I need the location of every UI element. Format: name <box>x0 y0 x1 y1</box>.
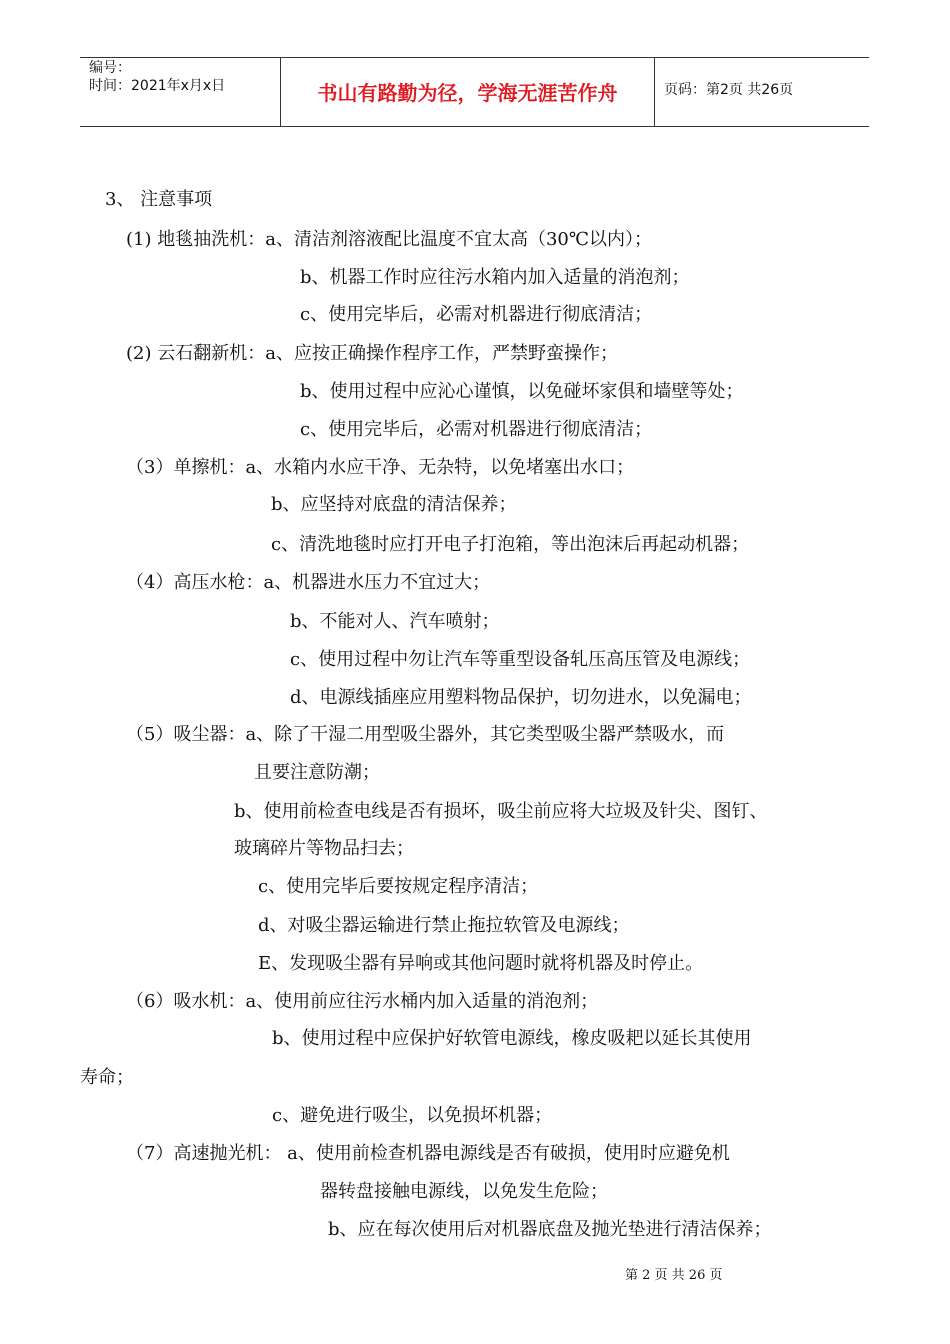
list-item: 寿命； <box>80 1067 134 1088</box>
document-time-label: 时间：2021年x月x日 <box>89 78 226 94</box>
list-item: c、使用完毕后，必需对机器进行彻底清洁； <box>300 304 653 325</box>
list-item: d、电源线插座应用塑料物品保护，切勿进水，以免漏电； <box>290 687 752 708</box>
list-item: c、避免进行吸尘，以免损坏机器； <box>272 1105 553 1126</box>
list-item: b、使用过程中应保护好软管电源线，橡皮吸耙以延长其使用 <box>272 1028 752 1049</box>
page-footer: 第 2 页 共 26 页 <box>625 1268 723 1283</box>
list-item: c、使用完毕后要按规定程序清洁； <box>258 876 539 897</box>
list-item: c、使用完毕后，必需对机器进行彻底清洁； <box>300 419 653 440</box>
list-item: （6）吸水机：a、使用前应往污水桶内加入适量的消泡剂； <box>126 991 599 1012</box>
list-item: b、应在每次使用后对机器底盘及抛光垫进行清洁保养； <box>328 1219 772 1240</box>
list-item: E、发现吸尘器有异响或其他问题时就将机器及时停止。 <box>258 953 704 974</box>
list-item: b、不能对人、汽车喷射； <box>290 611 500 632</box>
document-header <box>80 57 869 127</box>
list-item: c、清洗地毯时应打开电子打泡箱，等出泡沫后再起动机器； <box>271 534 750 555</box>
header-page-cell <box>655 58 869 126</box>
header-page-label: 页码：第2页 共26页 <box>664 82 794 98</box>
list-item: （7）高速抛光机： a、使用前检查机器电源线是否有破损，使用时应避免机 <box>126 1143 730 1164</box>
list-item: b、机器工作时应往污水箱内加入适量的消泡剂； <box>300 267 690 288</box>
section-heading: 3、 注意事项 <box>105 189 213 210</box>
list-item: （3）单擦机：a、水箱内水应干净、无杂特，以免堵塞出水口； <box>126 457 635 478</box>
list-item: c、使用过程中勿让汽车等重型设备轧压高压管及电源线； <box>290 649 751 670</box>
list-item: b、使用前检查电线是否有损坏，吸尘前应将大垃圾及针尖、图钉、 <box>234 801 768 822</box>
list-item: 器转盘接触电源线，以免发生危险； <box>320 1181 608 1202</box>
list-item: b、应坚持对底盘的清洁保养； <box>271 494 517 515</box>
header-motto: 书山有路勤为径，学海无涯苦作舟 <box>317 81 618 105</box>
list-item: （4）高压水枪：a、机器进水压力不宜过大； <box>126 572 491 593</box>
list-item: b、使用过程中应沁心谨慎，以免碰坏家俱和墙壁等处； <box>300 381 744 402</box>
list-item: 玻璃碎片等物品扫去； <box>234 838 414 859</box>
document-number-label: 编号： <box>89 60 131 76</box>
list-item: 且要注意防潮； <box>254 762 380 783</box>
list-item: (1) 地毯抽洗机：a、清洁剂溶液配比温度不宜太高（30℃以内）； <box>126 229 652 250</box>
header-meta-cell <box>80 58 281 126</box>
list-item: (2) 云石翻新机：a、应按正确操作程序工作，严禁野蛮操作； <box>126 343 618 364</box>
header-motto-cell <box>281 58 655 126</box>
list-item: （5）吸尘器：a、除了干湿二用型吸尘器外，其它类型吸尘器严禁吸水，而 <box>126 724 725 745</box>
list-item: d、对吸尘器运输进行禁止拖拉软管及电源线； <box>258 915 630 936</box>
